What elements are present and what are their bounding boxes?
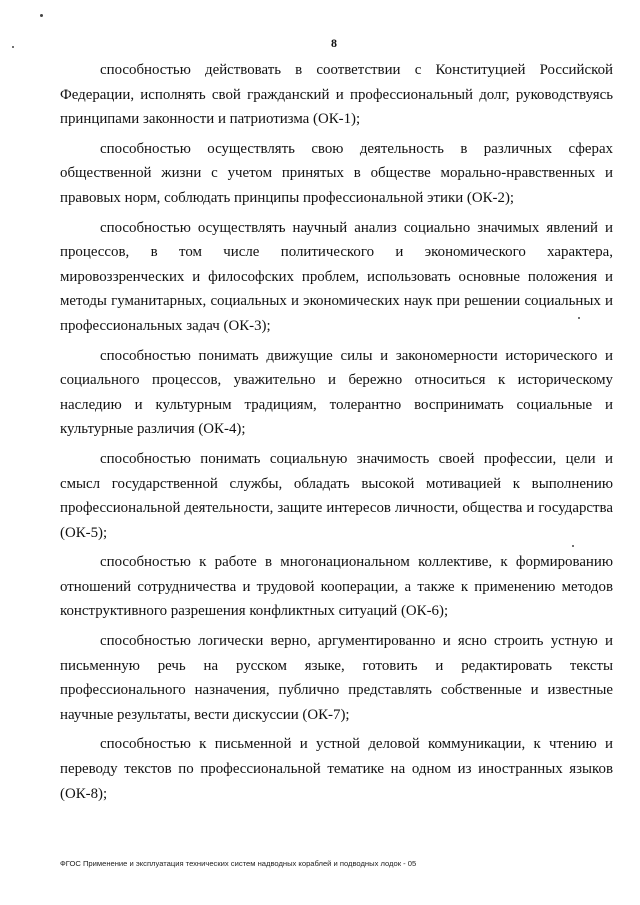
- document-body: [60, 58, 613, 811]
- scan-speck: [12, 46, 14, 48]
- scan-speck: [40, 14, 43, 17]
- page-footer: ФГОС Применение и эксплуатация технических систем надводных кораблей и подводных лодок - 05: [60, 859, 417, 868]
- scan-speck: [578, 317, 580, 319]
- paragraph-ok-1: способностью действовать в соответствии с Конституцией Российской Федерации, исполнять свой гражданский и профессиональный долг, руководствуясь принципами законности и патриотизма (ОК-1);: [60, 62, 613, 128]
- paragraph-ok-3: способностью осуществлять научный анализ социально значимых явлений и процессов, в том числе политического и экономического характера, мировоззренческих и философских проблем, использовать основные положения и методы гуманитарных, социальных и экономических наук при решении социальных и профессиональных задач (ОК-3);: [60, 219, 613, 334]
- scan-speck: [572, 545, 574, 547]
- paragraph-ok-2: способностью осуществлять свою деятельность в различных сферах общественной жизни с учетом принятых в обществе морально-нравственных и правовых норм, соблюдать принципы профессиональной этики (ОК-2);: [60, 140, 613, 206]
- page-number: 8: [331, 36, 337, 50]
- paragraph-ok-8: способностью к письменной и устной деловой коммуникации, к чтению и переводу текстов по профессиональной тематике на одном из иностранных языков (ОК-8);: [60, 736, 613, 802]
- paragraph-ok-7: способностью логически верно, аргументированно и ясно строить устную и письменную речь на русском языке, готовить и редактировать тексты профессионального назначения, публично представлять собственные и известные научные результаты, вести дискуссии (ОК-7);: [60, 633, 613, 723]
- paragraph-ok-4: способностью понимать движущие силы и закономерности исторического и социального процессов, уважительно и бережно относиться к историческому наследию и культурным традициям, толерантно воспринимать социальные и культурные различия (ОК-4);: [60, 347, 613, 438]
- paragraph-ok-5: способностью понимать социальную значимость своей профессии, цели и смысл государственной службы, обладать высокой мотивацией к выполнению профессиональной деятельности, защите интересов личности, общества и государства (ОК-5);: [60, 450, 613, 541]
- paragraph-ok-6: способностью к работе в многонациональном коллективе, к формированию отношений сотрудничества и трудовой кооперации, а также к применению методов конструктивного разрешения конфликтных ситуаций (ОК-6);: [60, 554, 613, 620]
